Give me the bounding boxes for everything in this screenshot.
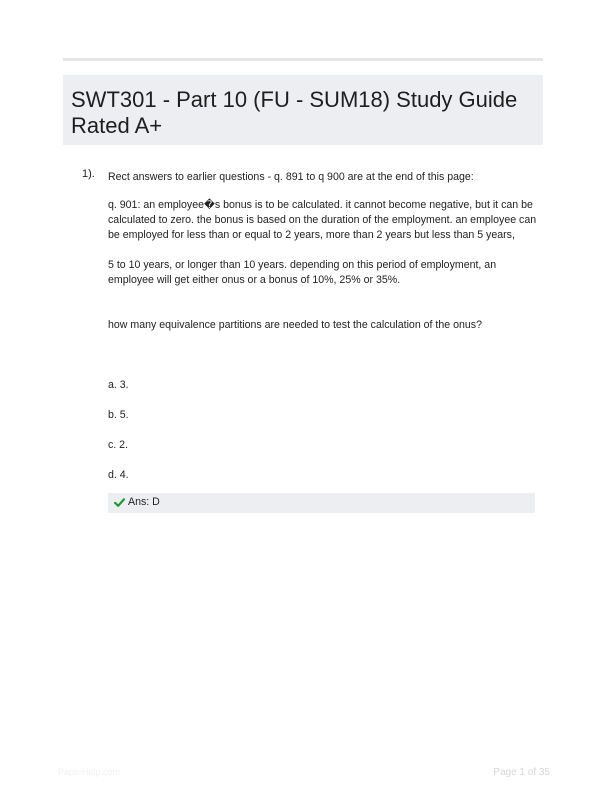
- title-banner: [63, 75, 543, 145]
- option-a: a. 3.: [108, 379, 129, 391]
- check-icon: [114, 497, 125, 508]
- footer-site: PaperHelp.com: [58, 767, 121, 777]
- page-title: SWT301 - Part 10 (FU - SUM18) Study Guide Rated A+: [71, 87, 518, 138]
- option-d: d. 4.: [108, 469, 129, 481]
- top-divider: [63, 58, 543, 61]
- option-b: b. 5.: [108, 409, 129, 421]
- question-intro: Rect answers to earlier questions - q. 891 to q 900 are at the end of this page:: [108, 171, 474, 183]
- question-prompt: how many equivalence partitions are needed to test the calculation of the onus?: [108, 319, 482, 331]
- page-number: Page 1 of 35: [493, 767, 550, 778]
- question-paragraph: q. 901: an employee�s bonus is to be calculated. it cannot become negative, but it can be calculated to zero. the bonus is based on the duration of the employment. an employee can be employed for less than or equal to 2 years, more than 2 years but less than 5 years,: [108, 199, 537, 242]
- question-paragraph: 5 to 10 years, or longer than 10 years. depending on this period of employment, an employee will get either onus or a bonus of 10%, 25% or 35%.: [108, 259, 497, 287]
- question-number: 1).: [82, 168, 95, 180]
- answer-label: Ans: D: [128, 496, 160, 508]
- option-c: c. 2.: [108, 439, 129, 451]
- answer-bar: [108, 493, 535, 513]
